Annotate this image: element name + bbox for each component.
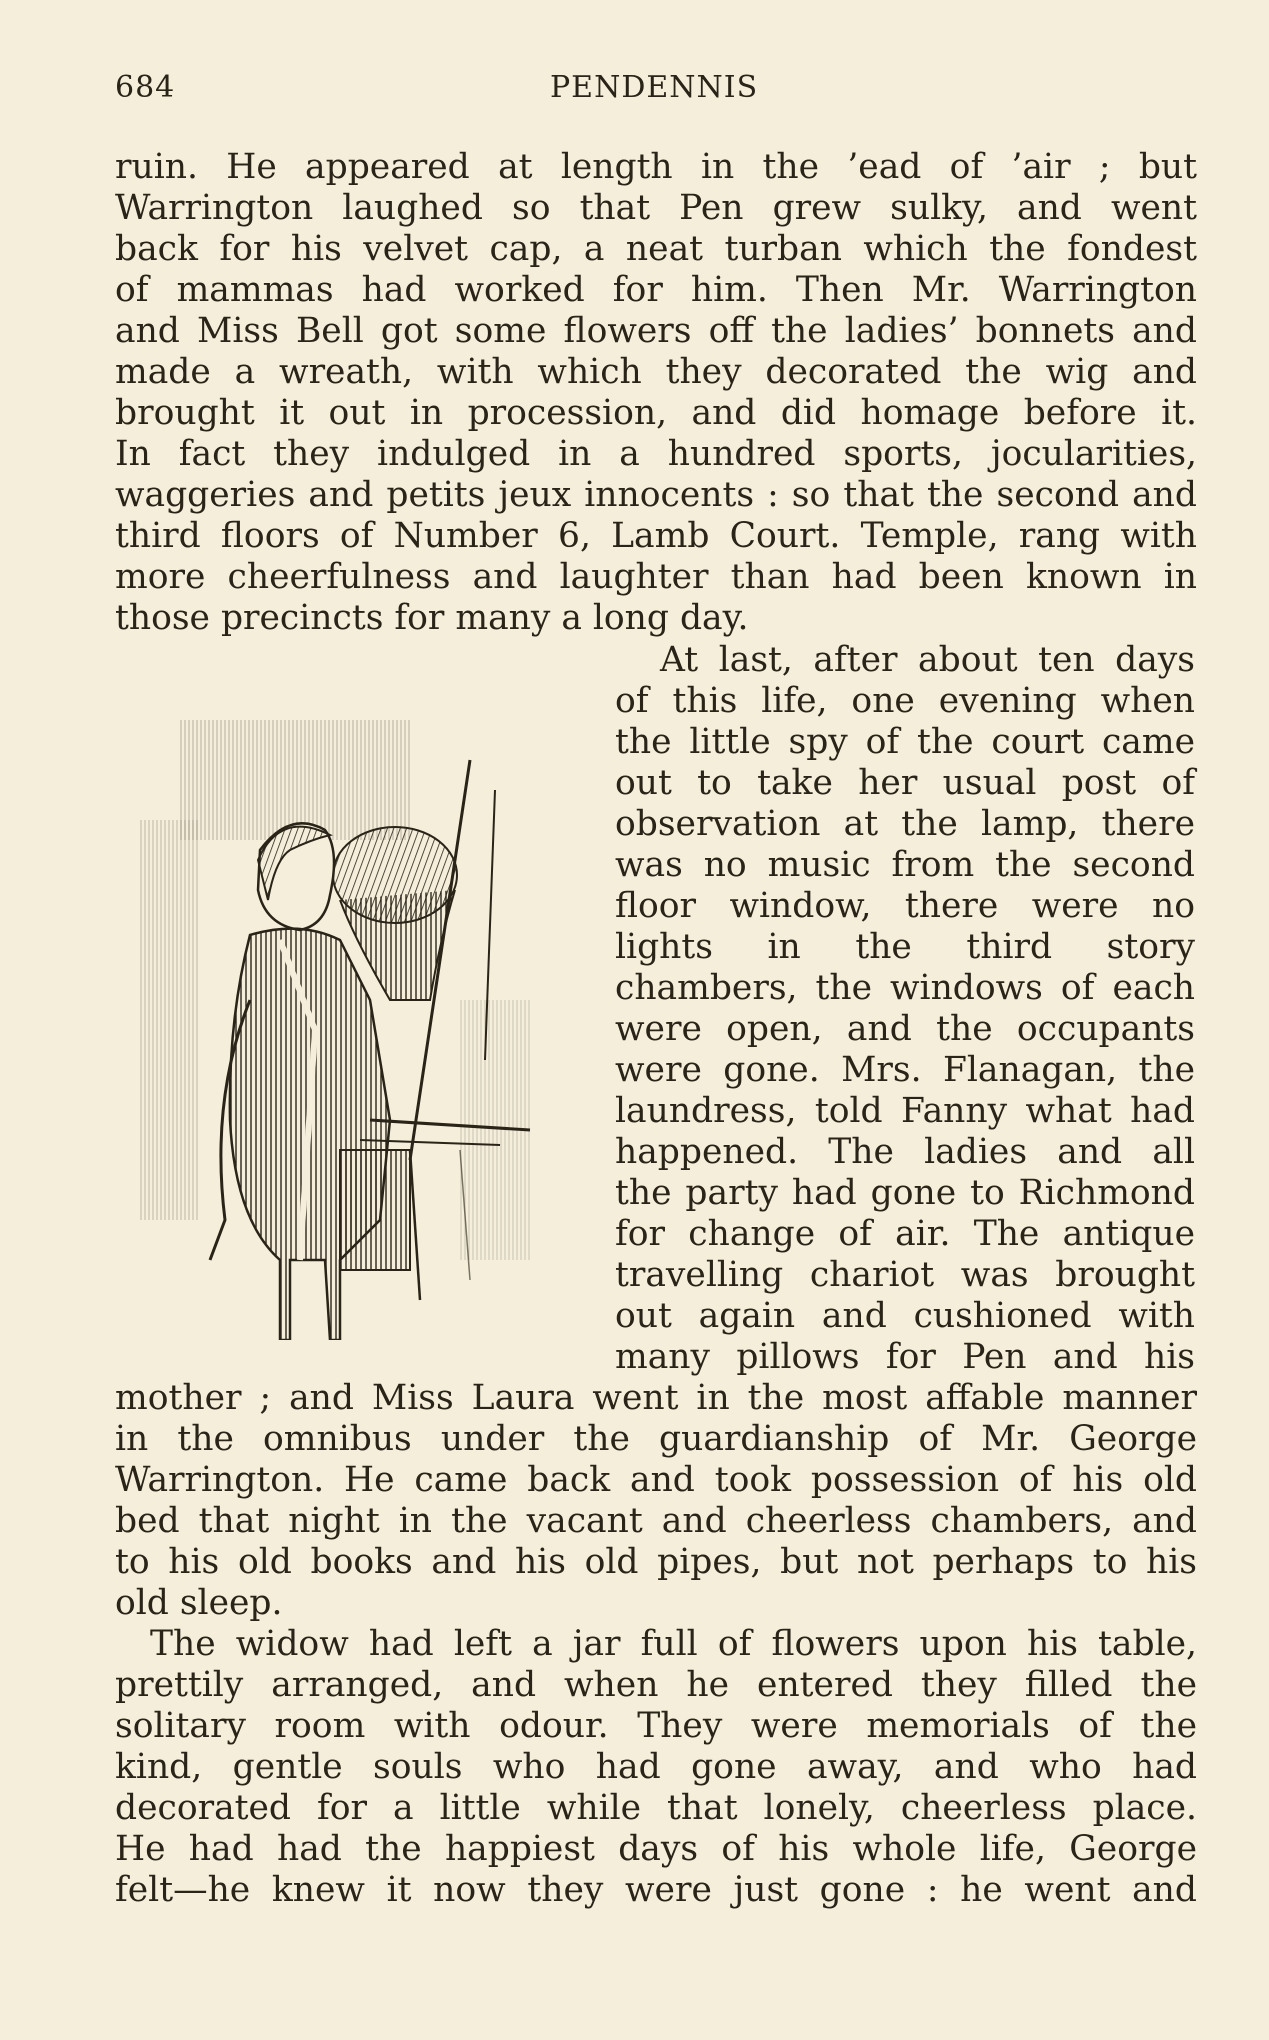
engraving-illustration	[140, 700, 580, 1340]
text-line: the party had gone to Richmond	[615, 1173, 1195, 1213]
text-line: ruin. He appeared at length in the ’ead of ’air ; but	[115, 147, 1197, 187]
text-line: many pillows for Pen and his	[615, 1337, 1195, 1377]
text-line: in the omnibus under the guardianship of Mr. George	[115, 1419, 1197, 1459]
text-line: mother ; and Miss Laura went in the most affable manner	[115, 1378, 1197, 1418]
text-line: solitary room with odour. They were memorials of the	[115, 1706, 1197, 1746]
text-line: In fact they indulged in a hundred sports, jocularities,	[115, 434, 1197, 474]
text-line: of this life, one evening when	[615, 681, 1195, 721]
text-line: decorated for a little while that lonely, cheerless place.	[115, 1788, 1197, 1828]
text-line: laundress, told Fanny what had	[615, 1091, 1195, 1131]
text-line: floor window, there were no	[615, 886, 1195, 926]
text-line: happened. The ladies and all	[615, 1132, 1195, 1172]
text-line: out to take her usual post of	[615, 763, 1195, 803]
text-line: Warrington laughed so that Pen grew sulky, and went	[115, 188, 1197, 228]
text-line: to his old books and his old pipes, but not perhaps to his	[115, 1542, 1197, 1582]
running-title: PENDENNIS	[550, 70, 759, 105]
text-line: brought it out in procession, and did homage before it.	[115, 393, 1197, 433]
text-line: observation at the lamp, there	[615, 804, 1195, 844]
text-line: of mammas had worked for him. Then Mr. Warrington	[115, 270, 1197, 310]
text-line: third floors of Number 6, Lamb Court. Temple, rang with	[115, 516, 1197, 556]
text-line: travelling chariot was brought	[615, 1255, 1195, 1295]
text-line: those precincts for many a long day.	[115, 598, 749, 638]
text-line: and Miss Bell got some flowers off the ladies’ bonnets and	[115, 311, 1197, 351]
text-line: made a wreath, with which they decorated the wig and	[115, 352, 1197, 392]
text-line: out again and cushioned with	[615, 1296, 1195, 1336]
text-line: was no music from the second	[615, 845, 1195, 885]
text-line: the little spy of the court came	[615, 722, 1195, 762]
text-line: Warrington. He came back and took possession of his old	[115, 1460, 1197, 1500]
text-line: He had had the happiest days of his whole life, George	[115, 1829, 1197, 1869]
text-line: bed that night in the vacant and cheerless chambers, and	[115, 1501, 1197, 1541]
text-line: were gone. Mrs. Flanagan, the	[615, 1050, 1195, 1090]
text-line: felt—he knew it now they were just gone : he went and	[115, 1870, 1197, 1910]
text-line: were open, and the occupants	[615, 1009, 1195, 1049]
text-line: more cheerfulness and laughter than had been known in	[115, 557, 1197, 597]
page-number: 684	[115, 70, 176, 105]
text-line: kind, gentle souls who had gone away, and who had	[115, 1747, 1197, 1787]
text-line: prettily arranged, and when he entered they filled the	[115, 1665, 1197, 1705]
text-line: for change of air. The antique	[615, 1214, 1195, 1254]
text-line: old sleep.	[115, 1583, 283, 1623]
text-line: waggeries and petits jeux innocents : so that the second and	[115, 475, 1197, 515]
text-line: At last, after about ten days	[660, 640, 1195, 680]
text-line: lights in the third story	[615, 927, 1195, 967]
text-line: chambers, the windows of each	[615, 968, 1195, 1008]
text-line: The widow had left a jar full of flowers upon his table,	[150, 1624, 1197, 1664]
text-line: back for his velvet cap, a neat turban which the fondest	[115, 229, 1197, 269]
